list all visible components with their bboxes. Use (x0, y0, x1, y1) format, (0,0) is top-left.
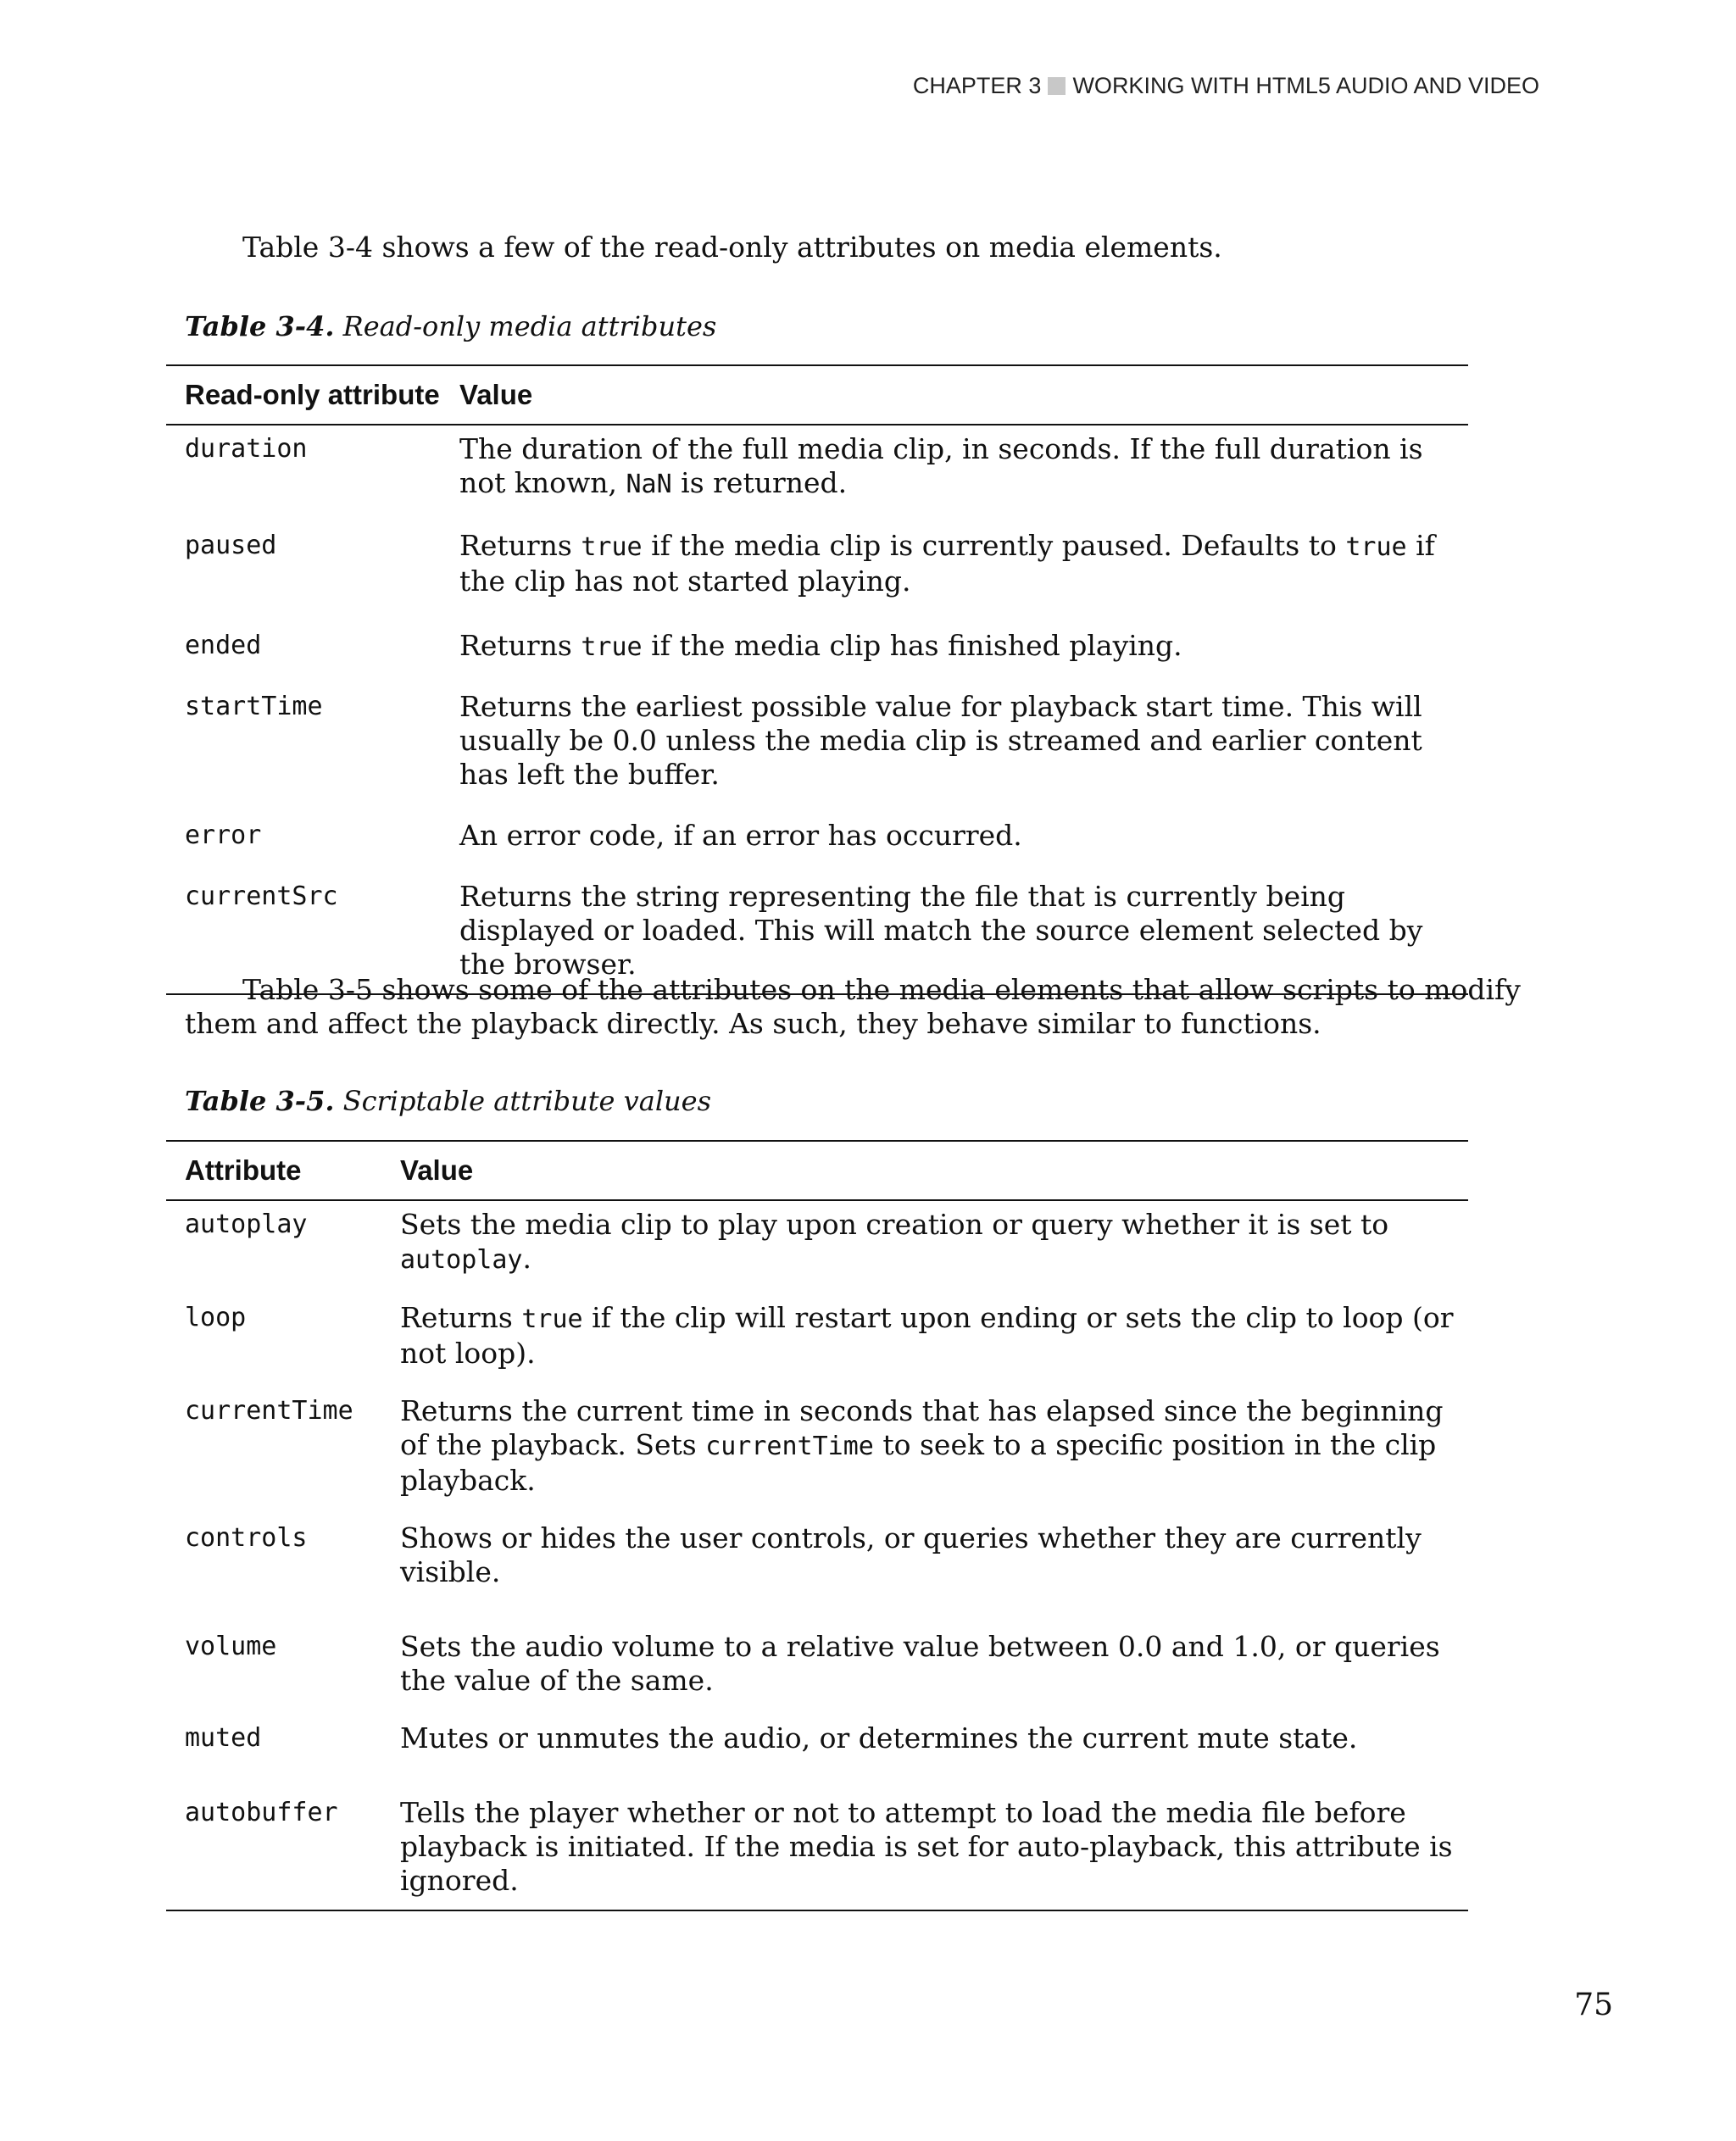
chapter-label: CHAPTER 3 (912, 73, 1042, 98)
attribute-name: error (185, 820, 262, 850)
table-row (166, 1394, 1468, 1521)
inline-code: true (1345, 532, 1407, 562)
running-header (913, 73, 1539, 99)
header-value: Value (459, 379, 533, 410)
inline-code: autoplay (400, 1245, 523, 1275)
caption-label: Table 3-5. (185, 1085, 335, 1117)
description-text: Returns (400, 1301, 522, 1334)
description-text: Returns the earliest possible value for playback start time. This will usually be 0.0 unless the media clip is streamed and earlier content has left the buffer. (459, 690, 1422, 791)
header-value: Value (400, 1154, 474, 1186)
table-row (166, 1630, 1468, 1721)
attribute-description (400, 1301, 1468, 1371)
table-row (166, 819, 1468, 880)
table-3-5 (166, 1140, 1468, 1911)
caption-text: Scriptable attribute values (342, 1085, 712, 1117)
description-text: Returns (459, 629, 581, 662)
description-text: to seek to a specific position in the clip playback. (400, 1428, 1437, 1497)
description-text: if the media clip has finished playing. (642, 629, 1182, 662)
table-body (166, 425, 1468, 993)
table-row (166, 629, 1468, 690)
table-row (166, 1521, 1468, 1630)
attribute-name: controls (185, 1523, 308, 1553)
description-text: Returns (459, 529, 581, 562)
description-text: Shows or hides the user controls, or queries whether they are currently visible. (400, 1521, 1422, 1588)
table-header (166, 366, 1468, 425)
attribute-description (400, 1394, 1468, 1498)
attribute-description (400, 1630, 1468, 1698)
attribute-description (459, 819, 1468, 853)
description-text: Sets the media clip to play upon creation or query whether it is set to (400, 1208, 1389, 1241)
inline-code: true (581, 532, 643, 562)
page-number: 75 (1574, 1988, 1613, 2022)
description-text: if the clip has not started playing. (459, 529, 1435, 598)
attribute-description (400, 1521, 1468, 1589)
description-text: Tells the player whether or not to attempt to load the media file before playback is initiated. If the media is set for auto-playback, this attribute is ignored. (400, 1796, 1453, 1897)
description-text: An error code, if an error has occurred. (459, 819, 1022, 852)
inline-code: true (521, 1304, 583, 1334)
table-header (166, 1142, 1468, 1201)
inline-code: currentTime (705, 1432, 874, 1461)
caption-label: Table 3-4. (185, 310, 335, 342)
description-text: Mutes or unmutes the audio, or determines the current mute state. (400, 1721, 1358, 1755)
description-text: if the media clip is currently paused. Defaults to (642, 529, 1346, 562)
table-row (166, 1301, 1468, 1394)
description-text: . (522, 1242, 531, 1275)
description-text: is returned. (671, 466, 848, 499)
attribute-description (459, 432, 1468, 502)
description-text: The duration of the full media clip, in seconds. If the full duration is not known, (459, 432, 1423, 499)
description-text: Sets the audio volume to a relative value between 0.0 and 1.0, or queries the value of the same. (400, 1630, 1440, 1697)
intro-1-text: Table 3-4 shows a few of the read-only attributes on media elements. (242, 231, 1222, 264)
attribute-description (400, 1208, 1468, 1277)
inline-code: NaN (626, 470, 672, 499)
table-3-5-caption (185, 1085, 711, 1117)
table-3-4-caption (185, 310, 716, 342)
header-attribute: Read-only attribute (185, 379, 440, 410)
attribute-description (400, 1796, 1468, 1898)
attribute-name: startTime (185, 692, 323, 721)
description-text: Returns the current time in seconds that has elapsed since the beginning of the playback. Sets (400, 1394, 1444, 1461)
attribute-name: volume (185, 1632, 277, 1661)
intro-paragraph-1 (185, 231, 1541, 264)
description-text: Returns the string representing the file that is currently being displayed or loaded. This will match the source element selected by the browser. (459, 880, 1423, 981)
attribute-name: currentTime (185, 1396, 353, 1426)
table-body (166, 1201, 1468, 1910)
attribute-name: autobuffer (185, 1798, 338, 1827)
attribute-description (459, 880, 1468, 982)
caption-text: Read-only media attributes (342, 310, 717, 342)
attribute-name: ended (185, 631, 262, 660)
attribute-description (459, 529, 1468, 598)
table-row (166, 1796, 1468, 1910)
attribute-description (400, 1721, 1468, 1755)
header-attribute: Attribute (185, 1154, 302, 1186)
table-row (166, 690, 1468, 819)
attribute-description (459, 629, 1468, 665)
attribute-name: autoplay (185, 1210, 308, 1239)
table-3-4 (166, 364, 1468, 995)
table-row (166, 1721, 1468, 1796)
attribute-name: muted (185, 1723, 262, 1753)
attribute-description (459, 690, 1468, 792)
intro-paragraph-2 (185, 973, 1541, 1041)
description-text: if the clip will restart upon ending or sets the clip to loop (or not loop). (400, 1301, 1454, 1370)
table-row (166, 432, 1468, 529)
attribute-name: duration (185, 434, 308, 464)
attribute-name: loop (185, 1303, 247, 1332)
chapter-title: WORKING WITH HTML5 AUDIO AND VIDEO (1072, 73, 1539, 98)
inline-code: true (581, 632, 643, 662)
header-separator (1048, 77, 1066, 95)
table-row (166, 1208, 1468, 1301)
attribute-name: currentSrc (185, 881, 338, 911)
intro-2-text: Table 3-5 shows some of the attributes on the media elements that allow scripts to modify them and affect the playback directly. As such, they behave similar to functions. (185, 973, 1521, 1040)
table-row (166, 529, 1468, 629)
attribute-name: paused (185, 531, 277, 560)
